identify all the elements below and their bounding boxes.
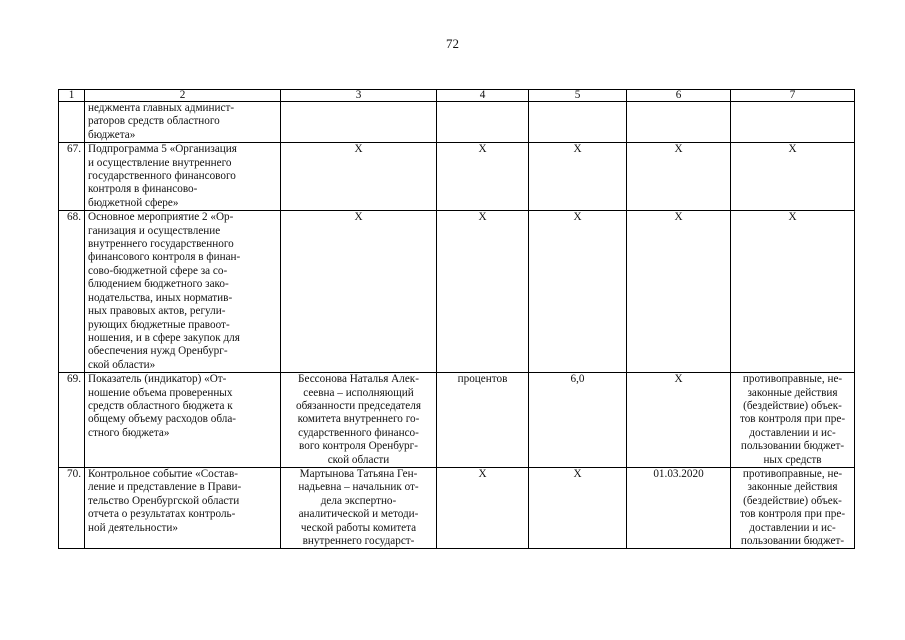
row-name: Подпрограмма 5 «Организация и осуществление внутреннего государственного финансового контроля в финансово- бюджетной сфере» bbox=[88, 143, 237, 209]
row-responsible: Мартынова Татьяна Ген- надьевна – начальник от- дела экспертно- аналитической и методи- ческой работы комитета внутреннего государст- bbox=[298, 467, 419, 547]
row-unit: X bbox=[478, 467, 487, 480]
row-date: X bbox=[674, 211, 683, 224]
row-name: неджмента главных админист- раторов средств областного бюджета» bbox=[88, 102, 235, 141]
row-risks: X bbox=[788, 211, 797, 224]
table-row bbox=[59, 102, 855, 143]
page-number: 72 bbox=[446, 36, 459, 51]
row-risks: X bbox=[788, 143, 797, 156]
table-row bbox=[59, 373, 855, 468]
row-value: X bbox=[573, 211, 582, 224]
row-unit: процентов bbox=[457, 373, 508, 386]
row-value: X bbox=[573, 143, 582, 156]
row-responsible: Бессонова Наталья Алек- сеевна – исполняющий обязанности председателя комитета внутреннего го- сударственного финансо- вого контроля Оренбург- ской области bbox=[296, 373, 421, 466]
header-cell: 7 bbox=[731, 90, 855, 102]
row-date: X bbox=[674, 143, 683, 156]
row-number: 69. bbox=[59, 373, 85, 468]
header-cell: 5 bbox=[529, 90, 627, 102]
header-cell: 2 bbox=[85, 90, 281, 102]
row-name: Контрольное событие «Состав- ление и представление в Прави- тельство Оренбургской области отчета о результатах контроль- ной деятельности» bbox=[88, 467, 242, 534]
header-cell: 1 bbox=[59, 90, 85, 102]
header-cell: 6 bbox=[627, 90, 731, 102]
row-number: 70. bbox=[59, 467, 85, 548]
row-date: 01.03.2020 bbox=[653, 467, 704, 480]
row-unit: X bbox=[478, 143, 487, 156]
row-risks: противоправные, не- законные действия (бездействие) объек- тов контроля при пре- доставлении и ис- пользовании бюджет- ных средств bbox=[739, 373, 846, 466]
row-unit: X bbox=[478, 211, 487, 224]
row-name: Показатель (индикатор) «От- ношение объема проверенных средств областного бюджета к общему объему расходов обла- стного бюджета» bbox=[88, 373, 237, 439]
document-table bbox=[58, 89, 855, 549]
row-value: X bbox=[573, 467, 582, 480]
row-number bbox=[59, 102, 85, 143]
row-number: 68. bbox=[59, 211, 85, 373]
row-risks: противоправные, не- законные действия (бездействие) объек- тов контроля при пре- доставлении и ис- пользовании бюджет- bbox=[739, 467, 846, 547]
table-header-row bbox=[59, 90, 855, 102]
row-value: 6,0 bbox=[570, 373, 585, 386]
table-row bbox=[59, 211, 855, 373]
header-cell: 3 bbox=[281, 90, 437, 102]
table-row bbox=[59, 467, 855, 548]
row-number: 67. bbox=[59, 143, 85, 211]
header-cell: 4 bbox=[437, 90, 529, 102]
row-date: X bbox=[674, 373, 683, 386]
table-row bbox=[59, 143, 855, 211]
row-name: Основное мероприятие 2 «Ор- ганизация и осуществление внутреннего государственного финансового контроля в финан- сово-бюджетной сфере за со- блюдением бюджетного зако- нодательства, иных норматив- ных правовых актов, регули- рующих бюджетные правоот- ношения, и в сфере закупок для обеспечения нужд Оренбург- ской области» bbox=[88, 211, 241, 371]
row-responsible: X bbox=[354, 143, 363, 156]
row-responsible: X bbox=[354, 211, 363, 224]
